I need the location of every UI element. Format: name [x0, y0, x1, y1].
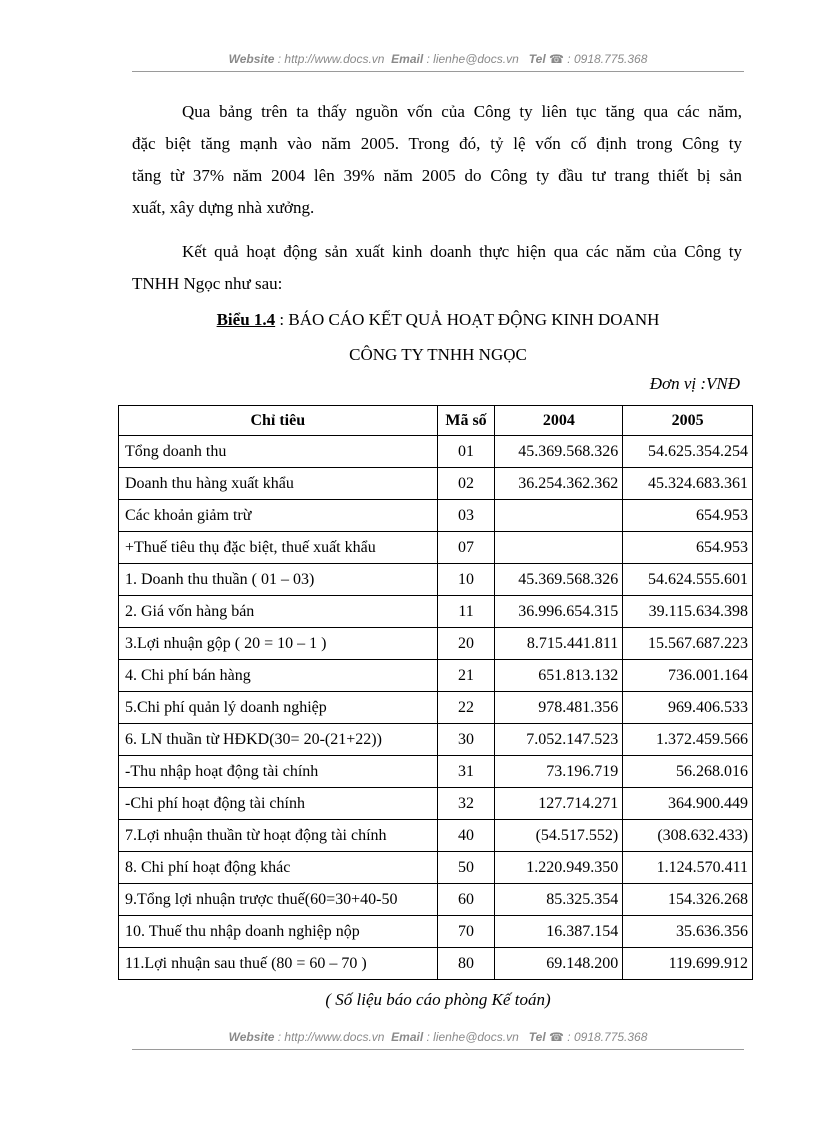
cell-2004: (54.517.552) [495, 820, 623, 852]
cell-2005: 45.324.683.361 [623, 468, 753, 500]
page-header [132, 52, 744, 66]
cell-indicator: +Thuế tiêu thụ đặc biệt, thuế xuất khẩu [119, 532, 438, 564]
paragraph-line: tăng từ 37% năm 2004 lên 39% năm 2005 do Công ty đầu tư trang thiết bị sản [132, 166, 742, 185]
cell-2004: 651.813.132 [495, 660, 623, 692]
paragraph-line: TNHH Ngọc như sau: [132, 274, 283, 293]
header-separator: : [423, 52, 434, 66]
table-row [119, 852, 753, 884]
paragraph-line: Qua bảng trên ta thấy nguồn vốn của Công ty liên tục tăng qua các năm, [182, 102, 742, 121]
cell-2005: 154.326.268 [623, 884, 753, 916]
table-row [119, 692, 753, 724]
report-table [118, 405, 753, 980]
phone-icon: ☎ [549, 1030, 564, 1044]
table-row [119, 436, 753, 468]
website-url[interactable]: http://www.docs.vn [284, 52, 385, 66]
cell-indicator: Các khoản giảm trừ [119, 500, 438, 532]
cell-2004: 73.196.719 [495, 756, 623, 788]
cell-indicator: 3.Lợi nhuận gộp ( 20 = 10 – 1 ) [119, 628, 438, 660]
cell-2005: 969.406.533 [623, 692, 753, 724]
table-row [119, 884, 753, 916]
report-unit: Đơn vị :VNĐ [649, 374, 740, 393]
cell-indicator: 2. Giá vốn hàng bán [119, 596, 438, 628]
column-header-2005: 2005 [623, 406, 753, 436]
email-label: Email [391, 1030, 424, 1044]
header-separator: : [563, 52, 574, 66]
cell-2004: 16.387.154 [495, 916, 623, 948]
cell-code: 11 [437, 596, 495, 628]
report-company: CÔNG TY TNHH NGỌC [349, 345, 527, 364]
cell-indicator: 5.Chi phí quản lý doanh nghiệp [119, 692, 438, 724]
cell-indicator: -Chi phí hoạt động tài chính [119, 788, 438, 820]
table-row [119, 788, 753, 820]
cell-2005: 654.953 [623, 532, 753, 564]
cell-code: 60 [437, 884, 495, 916]
column-header-code: Mã số [437, 406, 495, 436]
cell-code: 22 [437, 692, 495, 724]
cell-code: 10 [437, 564, 495, 596]
cell-2005: 119.699.912 [623, 948, 753, 980]
cell-indicator: 4. Chi phí bán hàng [119, 660, 438, 692]
tel-label: Tel [528, 1030, 546, 1044]
cell-2005: (308.632.433) [623, 820, 753, 852]
email-label: Email [391, 52, 424, 66]
cell-2004: 8.715.441.811 [495, 628, 623, 660]
table-body [119, 436, 753, 980]
website-label: Website [228, 52, 275, 66]
table-row [119, 532, 753, 564]
cell-2004: 69.148.200 [495, 948, 623, 980]
cell-indicator: 1. Doanh thu thuần ( 01 – 03) [119, 564, 438, 596]
table-row [119, 724, 753, 756]
cell-code: 21 [437, 660, 495, 692]
cell-code: 03 [437, 500, 495, 532]
table-row [119, 628, 753, 660]
cell-code: 40 [437, 820, 495, 852]
cell-2004: 127.714.271 [495, 788, 623, 820]
cell-indicator: 11.Lợi nhuận sau thuế (80 = 60 – 70 ) [119, 948, 438, 980]
cell-2004: 36.996.654.315 [495, 596, 623, 628]
table-row [119, 564, 753, 596]
page-footer [132, 1030, 744, 1044]
table-row [119, 916, 753, 948]
footer-separator: : [563, 1030, 574, 1044]
cell-2004: 45.369.568.326 [495, 564, 623, 596]
column-header-indicator: Chỉ tiêu [119, 406, 438, 436]
cell-indicator: 10. Thuế thu nhập doanh nghiệp nộp [119, 916, 438, 948]
cell-2005: 364.900.449 [623, 788, 753, 820]
report-label-separator: : [275, 310, 289, 329]
cell-2004: 7.052.147.523 [495, 724, 623, 756]
cell-2005: 39.115.634.398 [623, 596, 753, 628]
report-title [132, 306, 744, 334]
report-label: Biểu 1.4 [216, 310, 276, 329]
cell-indicator: 9.Tổng lợi nhuận trược thuế(60=30+40-50 [119, 884, 438, 916]
tel-value: 0918.775.368 [573, 1030, 648, 1044]
cell-code: 31 [437, 756, 495, 788]
cell-code: 80 [437, 948, 495, 980]
cell-indicator: -Thu nhập hoạt động tài chính [119, 756, 438, 788]
cell-code: 70 [437, 916, 495, 948]
table-header-row [119, 406, 753, 436]
email-value[interactable]: lienhe@docs.vn [433, 1030, 519, 1044]
cell-2004: 85.325.354 [495, 884, 623, 916]
cell-2005: 1.124.570.411 [623, 852, 753, 884]
cell-2005: 15.567.687.223 [623, 628, 753, 660]
table-row [119, 948, 753, 980]
table-row [119, 660, 753, 692]
cell-2004: 1.220.949.350 [495, 852, 623, 884]
cell-2004: 45.369.568.326 [495, 436, 623, 468]
tel-label: Tel [528, 52, 546, 66]
cell-indicator: 7.Lợi nhuận thuần từ hoạt động tài chính [119, 820, 438, 852]
cell-2004: 978.481.356 [495, 692, 623, 724]
header-separator: : [274, 52, 285, 66]
cell-2005: 35.636.356 [623, 916, 753, 948]
cell-2004 [495, 532, 623, 564]
website-url[interactable]: http://www.docs.vn [284, 1030, 385, 1044]
paragraph-line: đặc biệt tăng mạnh vào năm 2005. Trong đó, tỷ lệ vốn cố định trong Công ty [132, 134, 742, 153]
paragraph-line: xuất, xây dựng nhà xưởng. [132, 198, 315, 217]
paragraph-results-intro [132, 236, 742, 300]
cell-indicator: 8. Chi phí hoạt động khác [119, 852, 438, 884]
column-header-2004: 2004 [495, 406, 623, 436]
table-row [119, 500, 753, 532]
cell-2004: 36.254.362.362 [495, 468, 623, 500]
cell-code: 30 [437, 724, 495, 756]
cell-2005: 654.953 [623, 500, 753, 532]
tel-value: 0918.775.368 [573, 52, 648, 66]
table-row [119, 468, 753, 500]
paragraph-line: Kết quả hoạt động sản xuất kinh doanh thực hiện qua các năm của Công ty [182, 242, 742, 261]
footer-separator: : [423, 1030, 434, 1044]
table-row [119, 820, 753, 852]
footer-divider [132, 1049, 744, 1050]
cell-code: 01 [437, 436, 495, 468]
cell-2005: 54.625.354.254 [623, 436, 753, 468]
cell-code: 07 [437, 532, 495, 564]
phone-icon: ☎ [549, 52, 564, 66]
cell-code: 32 [437, 788, 495, 820]
footer-separator: : [274, 1030, 285, 1044]
cell-2005: 1.372.459.566 [623, 724, 753, 756]
report-title-text: BÁO CÁO KẾT QUẢ HOẠT ĐỘNG KINH DOANH [288, 310, 660, 329]
cell-2005: 736.001.164 [623, 660, 753, 692]
header-divider [132, 71, 744, 72]
table-row [119, 756, 753, 788]
paragraph-capital [132, 96, 742, 224]
cell-indicator: 6. LN thuần từ HĐKD(30= 20-(21+22)) [119, 724, 438, 756]
cell-indicator: Doanh thu hàng xuất khẩu [119, 468, 438, 500]
cell-code: 50 [437, 852, 495, 884]
cell-2005: 56.268.016 [623, 756, 753, 788]
cell-2004 [495, 500, 623, 532]
report-source: ( Số liệu báo cáo phòng Kế toán) [325, 990, 551, 1009]
cell-indicator: Tổng doanh thu [119, 436, 438, 468]
cell-code: 02 [437, 468, 495, 500]
cell-code: 20 [437, 628, 495, 660]
table-row [119, 596, 753, 628]
cell-2005: 54.624.555.601 [623, 564, 753, 596]
email-value[interactable]: lienhe@docs.vn [433, 52, 519, 66]
website-label: Website [228, 1030, 275, 1044]
